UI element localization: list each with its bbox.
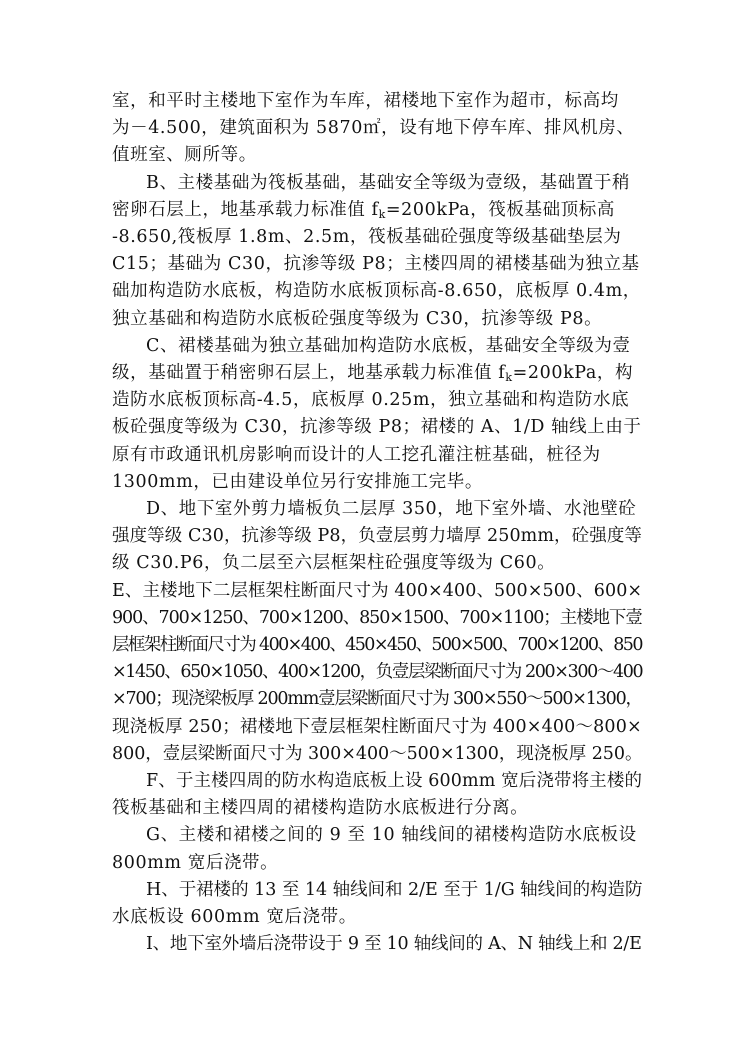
text-segment: 板砼强度等级为 C30，抗渗等级 P8；裙楼的 A、1/D 轴线上由于	[112, 417, 642, 438]
text-line	[112, 523, 642, 549]
text-line	[112, 578, 642, 604]
text-segment: I、地下室外墙后浇带设于 9 至 10 轴线间的 A、N 轴线上和 2/E	[146, 934, 642, 955]
text-line	[112, 251, 642, 277]
text-segment: 水底板设 600mm 宽后浇带。	[112, 907, 357, 927]
text-segment: H、于裙楼的 13 至 14 轴线间和 2/E 至于 1/G 轴线间的构造防	[146, 879, 643, 900]
text-segment: 独立基础和构造防水底板砼强度等级为 C30，抗渗等级 P8。	[112, 308, 603, 329]
text-segment: 现浇板厚 250；裙楼地下壹层框架柱断面尺寸为 400×400～800×	[112, 716, 642, 737]
text-segment: 密卵石层上，地基承载力标准值 f	[112, 199, 379, 220]
text-line	[112, 88, 642, 114]
text-line	[112, 795, 642, 821]
text-line	[112, 115, 642, 141]
text-segment: C15；基础为 C30，抗渗等级 P8；主楼四周的裙楼基础为独立基	[112, 254, 640, 275]
text-segment: C、裙楼基础为独立基础加构造防水底板，基础安全等级为壹	[146, 335, 631, 356]
text-segment: 级 C30.P6，负二层至六层框架柱砼强度等级为 C60。	[112, 553, 556, 574]
text-line	[112, 632, 642, 658]
text-segment: F、于主楼四周的防水构造底板上设 600mm 宽后浇带将主楼的	[146, 771, 643, 791]
text-line	[112, 605, 642, 631]
text-line	[146, 496, 642, 522]
text-segment: 800，壹层梁断面尺寸为 300×400～500×1300，现浇板厚 250。	[112, 743, 643, 764]
text-segment: G、主楼和裙楼之间的 9 至 10 轴线间的裙楼构造防水底板设	[146, 825, 637, 846]
text-line	[146, 768, 642, 794]
text-line	[112, 469, 642, 495]
text-segment: 层框架柱断面尺寸为 400×400、450×450、500×500、700×1200、850	[112, 635, 642, 655]
text-segment: E、主楼地下二层框架柱断面尺寸为 400×400、500×500、600×	[112, 580, 643, 601]
text-line	[112, 387, 642, 413]
text-line	[112, 850, 642, 876]
text-line	[112, 741, 642, 767]
text-segment: 础加构造防水底板，构造防水底板顶标高-8.650，底板厚 0.4m，	[112, 281, 641, 302]
text-line	[112, 306, 642, 332]
text-line	[112, 550, 642, 576]
text-segment: 900、700×1250、700×1200、850×1500、700×1100；主楼地下壹	[112, 607, 642, 628]
text-line	[112, 197, 642, 223]
text-line	[112, 414, 642, 440]
text-line	[112, 686, 642, 712]
text-segment: 1300mm，已由建设单位另行安排施工完毕。	[112, 471, 483, 492]
text-segment: 强度等级 C30，抗渗等级 P8，负壹层剪力墙厚 250mm，砼强度等	[112, 526, 642, 547]
text-segment: =200kPa，构	[512, 363, 634, 383]
text-line	[112, 278, 642, 304]
text-segment: 原有市政通讯机房影响而设计的人工挖孔灌注桩基础，桩径为	[112, 444, 601, 465]
text-segment: =200kPa，筏板基础顶标高	[385, 199, 615, 220]
text-segment: 级，基础置于稍密卵石层上，地基承载力标准值 f	[112, 363, 506, 383]
text-line	[112, 659, 642, 685]
text-line	[112, 224, 642, 250]
text-segment: ×700；现浇梁板厚 200mm壹层梁断面尺寸为 300×550～500×1300，	[112, 689, 642, 710]
text-line	[112, 360, 642, 386]
text-segment: 筏板基础和主楼四周的裙楼构造防水底板进行分离。	[112, 798, 529, 819]
text-segment: ×1450、650×1050、400×1200，负壹层梁断面尺寸为 200×300～400	[112, 662, 643, 683]
text-line	[146, 822, 642, 848]
text-segment: D、地下室外剪力墙板负二层厚 350，地下室外墙、水池壁砼	[146, 499, 637, 519]
text-line	[146, 931, 642, 957]
text-segment: 为－4.500，建筑面积为 5870㎡，设有地下停车库、排风机房、	[112, 118, 635, 139]
text-line	[112, 142, 642, 168]
text-line	[146, 877, 642, 903]
text-segment: 室，和平时主楼地下室作为车库，裙楼地下室作为超市，标高均	[112, 91, 619, 111]
text-line	[146, 333, 642, 359]
text-segment: B、主楼基础为筏板基础，基础安全等级为壹级，基础置于稍	[146, 172, 631, 193]
subscript: k	[378, 207, 386, 221]
text-line	[146, 170, 642, 196]
text-segment: 800mm 宽后浇带。	[112, 852, 279, 873]
text-line	[112, 442, 642, 468]
text-segment: -8.650,筏板厚 1.8m、2.5m，筏板基础砼强度等级基础垫层为	[112, 227, 622, 247]
text-line	[112, 714, 642, 740]
subscript: k	[505, 371, 513, 384]
text-segment: 值班室、厕所等。	[112, 145, 257, 166]
text-segment: 造防水底板顶标高-4.5，底板厚 0.25m，独立基础和构造防水底	[112, 390, 630, 411]
text-line	[112, 904, 642, 930]
